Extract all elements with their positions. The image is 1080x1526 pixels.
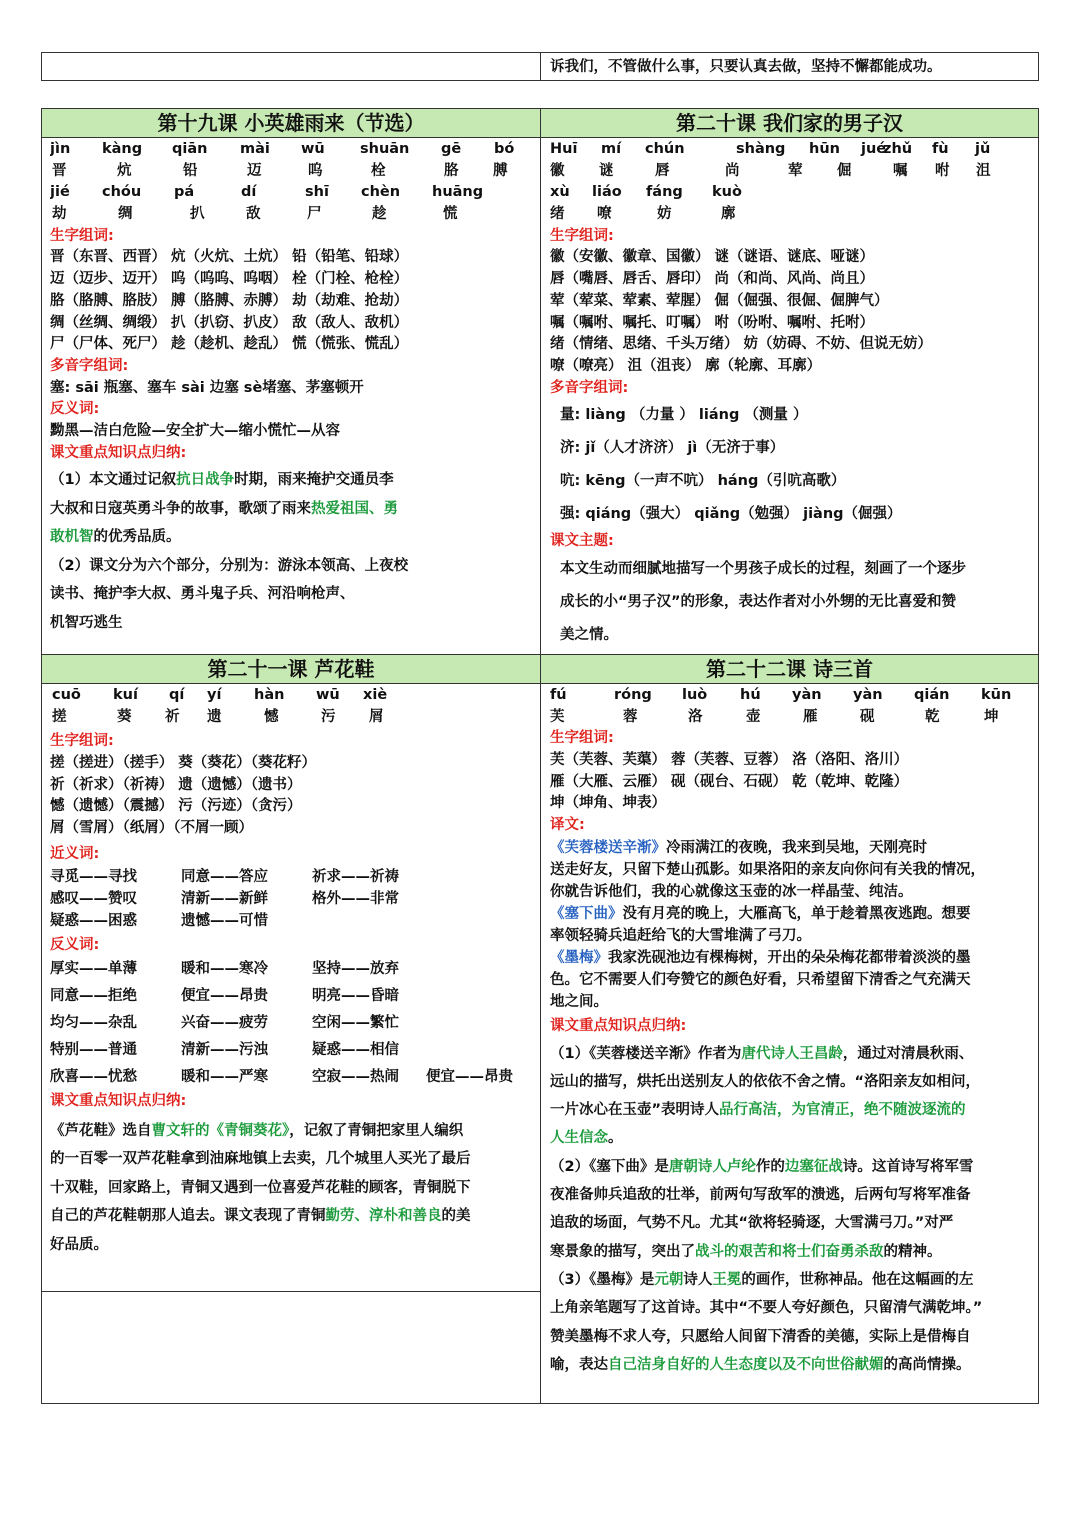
l19-word-line: 尸（尸体、死尸） 趁（趁机、趁乱） 慌（慌张、慌乱） — [50, 336, 409, 353]
l20-poly-line: 量: liàng （力量 ） liáng （测量 ） — [560, 407, 808, 424]
l22-word-line: 雁（大雁、云雁） 砚（砚台、石砚） 乾（乾坤、乾隆） — [550, 773, 909, 790]
main-divider — [540, 108, 541, 1404]
l19-pinyin-row1: jìn kàng qiān mài wū shuān gē bó — [50, 141, 515, 157]
l21-antonym-row: 欣喜——忧愁 暖和——严寒 空寂——热闹 便宜——昂贵 — [50, 1069, 513, 1086]
lesson19-title: 第十九课 小英雄雨来（节选） — [42, 109, 540, 138]
l19-pinyin-row2: jié chóu pá dí shī chèn huāng — [50, 184, 484, 201]
l22-words-label: 生字组词: — [550, 730, 614, 747]
l20-word-line: 徽（安徽、徽章、国徽） 谜（谜语、谜底、哑谜） — [550, 249, 875, 266]
l20-theme: 本文生动而细腻地描写一个男孩子成长的过程，刻画了一个逐步 成长的小“男子汉”的形象，表达作者对小外甥的无比喜爱和赞 美之情。 — [560, 561, 966, 644]
l21-synonym-row: 感叹——赞叹 清新——新鲜 格外——非常 — [50, 890, 399, 907]
l22-word-line: 坤（坤角、坤表） — [550, 795, 666, 812]
lesson19-body — [50, 139, 536, 649]
l20-pinyin-row2: xù liáo fáng kuò — [550, 184, 742, 201]
lesson21-body — [50, 685, 536, 1289]
l21-antonym-label: 反义词: — [50, 936, 100, 953]
top-divider — [540, 52, 541, 81]
l22-word-line: 芙（芙蓉、芙蕖） 蓉（芙蓉、豆蓉） 洛（洛阳、洛川） — [550, 752, 909, 769]
l22-key-points: （1）《芙蓉楼送辛渐》作者为唐代诗人王昌龄，通过对清晨秋雨、 远山的描写，烘托出送别友人的依依不舍之情。“洛阳亲友如相问， 一片冰心在玉壶”表明诗人品行高洁，为官清正，绝不随波逐流的 人生信念。 （2）《塞下曲》是唐朝诗人卢纶作的边塞征战诗。这首诗写将军雪 夜准备帅兵追敌的壮举，前两句写敌军的溃逃，后两句写将军准备 追敌的场面，气势不凡。尤其“欲将轻骑逐，大雪满弓刀。”对严 寒景象的描写，突出了战斗的艰苦和将士们奋勇杀敌的精神。 （3）《墨梅》是元朝诗人王冕的画作，世称神品。他在这幅画的左 上角亲笔题写了这首诗。其中“不要人夸好颜色，只留清气满乾坤。” 赞美墨梅不求人夸，只愿给人间留下清香的美德，实际上是借梅自 喻，表达自己洁身自好的人生态度以及不向世俗献媚的高尚情操。 — [550, 1045, 983, 1373]
l19-key-points: （1）本文通过记叙抗日战争时期，雨来掩护交通员李 大叔和日寇英勇斗争的故事，歌颂了雨来热爱祖国、勇 敢机智的优秀品质。 （2）课文分为六个部分，分别为：游泳本领高、上夜校 读书、掩护李大叔、勇斗鬼子兵、河沿响枪声、 机智巧逃生 — [50, 472, 409, 631]
l22-pinyin-row1: fú róng luò hú yàn yàn qián kūn — [550, 687, 1012, 703]
l22-key-label: 课文重点知识点归纳: — [550, 1017, 687, 1034]
l19-word-line: 绸（丝绸、绸缎） 扒（扒窃、扒皮） 敌（敌人、敌机） — [50, 314, 409, 331]
l19-antonym-label: 反义词: — [50, 401, 100, 418]
l21-word-line: 屑（雪屑）（纸屑）（不屑一顾） — [50, 820, 253, 837]
l20-poly-label: 多音字组词: — [550, 379, 629, 396]
l21-word-line: 搓（搓进）（搓手） 葵（葵花）（葵花籽） — [50, 755, 317, 772]
l21-synonym-row: 寻觅——寻找 同意——答应 祈求——祈祷 — [50, 868, 399, 885]
l20-word-line: 唇（嘴唇、唇舌、唇印） 尚（和尚、风尚、尚且） — [550, 271, 875, 288]
lesson20-title: 第二十课 我们家的男子汉 — [541, 109, 1038, 138]
l20-theme-label: 课文主题: — [550, 533, 614, 550]
l19-antonyms: 黝黑—洁白危险—安全扩大—缩小慌忙—从容 — [50, 423, 340, 440]
l21-hanzi-row1: 搓 葵 祈 遗 憾 污 屑 — [52, 708, 384, 725]
l20-words-label: 生字组词: — [550, 227, 614, 244]
l22-translations: 《芙蓉楼送辛渐》冷雨满江的夜晚，我来到吴地，天刚亮时 送走好友，只留下楚山孤影。如果洛阳的亲友向你问有关我的情况， 你就告诉他们，我的心就像这玉壶的冰一样晶莹、纯洁。 《塞下曲》没有月亮的晚上，大雁高飞，单于趁着黑夜逃跑。想要 率领轻骑兵追赶给飞的大雪堆满了弓刀。 《墨梅》我家洗砚池边有棵梅树，开出的朵朵梅花都带着淡淡的墨 色。它不需要人们夸赞它的颜色好看，只希望留下清香之气充满天 地之间。 — [550, 839, 985, 1010]
l21-word-line: 祈（祈求）（祈祷） 遗（遗憾）（遗书） — [50, 776, 302, 793]
l20-word-line: 嘹（嘹亮） 沮（沮丧） 廓（轮廓、耳廓） — [550, 357, 822, 374]
l20-pinyin-row1: Huī mí chún shàng hūn jué zhǔ fù jǔ — [550, 141, 991, 157]
lesson22-body — [550, 685, 1036, 1401]
empty-row-divider — [41, 1291, 541, 1292]
l19-poly-label: 多音字组词: — [50, 357, 129, 374]
lesson22-title: 第二十二课 诗三首 — [541, 655, 1038, 684]
l22-translation-label: 译文: — [550, 817, 585, 834]
l19-word-line: 晋（东晋、西晋） 炕（火炕、土炕） 铅（铅笔、铅球） — [50, 249, 409, 266]
l21-antonym-row: 同意——拒绝 便宜——昂贵 明亮——昏暗 — [50, 988, 399, 1005]
l19-words-label: 生字组词: — [50, 227, 114, 244]
l19-hanzi-row1: 晋 炕 铅 迈 呜 栓 胳 膊 — [52, 162, 508, 179]
l21-antonym-row: 厚实——单薄 暖和——寒冷 坚持——放弃 — [50, 961, 399, 978]
l20-hanzi-row2: 绪 嘹 妨 廓 — [550, 206, 736, 223]
l20-poly-line: 济: jǐ（人才济济） jì（无济于事） — [560, 440, 785, 457]
l19-word-line: 迈（迈步、迈开） 呜（呜呜、呜咽） 栓（门栓、枪栓） — [50, 271, 409, 288]
l19-hanzi-row2: 劫 绸 扒 敌 尸 趁 慌 — [52, 206, 458, 223]
l21-synonym-label: 近义词: — [50, 845, 100, 862]
l19-key-label: 课文重点知识点归纳: — [50, 444, 187, 461]
l21-key-points: 《芦花鞋》选自曹文轩的《青铜葵花》，记叙了青铜把家里人编织 的一百零一双芦花鞋拿到油麻地镇上去卖，几个城里人买光了最后 十双鞋，回家路上，青铜又遇到一位喜爱芦花鞋的顾客，青铜脱下 自己的芦花鞋朝那人追去。课文表现了青铜勤劳、淳朴和善良的美 好品质。 — [50, 1123, 471, 1253]
l20-poly-line: 吭: kēng（一声不吭） háng（引吭高歌） — [560, 473, 846, 490]
l21-antonym-row: 均匀——杂乱 兴奋——疲劳 空闲——繁忙 — [50, 1015, 399, 1032]
l21-antonym-row: 特别——普通 清新——污浊 疑惑——相信 — [50, 1042, 399, 1059]
l21-key-label: 课文重点知识点归纳: — [50, 1093, 187, 1110]
l22-hanzi-row1: 芙 蓉 洛 壶 雁 砚 乾 坤 — [550, 708, 999, 725]
lesson21-title: 第二十一课 芦花鞋 — [42, 655, 540, 684]
l21-words-label: 生字组词: — [50, 733, 114, 750]
l20-poly-line: 强: qiáng（强大） qiǎng（勉强） jiàng（倔强） — [560, 506, 902, 523]
l20-poly-list — [550, 399, 1036, 531]
l21-synonym-row: 疑惑——困惑 遗憾——可惜 — [50, 912, 268, 929]
l21-word-line: 憾（遗憾）（震撼） 污（污迹）（贪污） — [50, 798, 302, 815]
l20-hanzi-row1: 徽 谜 唇 尚 荤 倔 嘱 咐 沮 — [550, 162, 991, 179]
lesson20-body — [550, 139, 1036, 653]
top-text: 诉我们，不管做什么事，只要认真去做，坚持不懈都能成功。 — [550, 59, 942, 75]
l21-pinyin-row1: cuō kuí qí yí hàn wū xiè — [52, 687, 388, 703]
l19-word-line: 胳（胳膊、胳肢） 膊（胳膊、赤膊） 劫（劫难、抢劫） — [50, 292, 409, 309]
l20-word-line: 绪（情绪、思绪、千头万绪） 妨（妨碍、不妨、但说无妨） — [550, 336, 933, 353]
l19-poly: 塞: sāi 瓶塞、塞车 sài 边塞 sè堵塞、茅塞顿开 — [50, 379, 364, 396]
l20-word-line: 嘱（嘱咐、嘱托、叮嘱） 咐（吩咐、嘱咐、托咐） — [550, 314, 875, 331]
l20-word-line: 荤（荤菜、荤素、荤腥） 倔（倔强、很倔、倔脾气） — [550, 292, 889, 309]
